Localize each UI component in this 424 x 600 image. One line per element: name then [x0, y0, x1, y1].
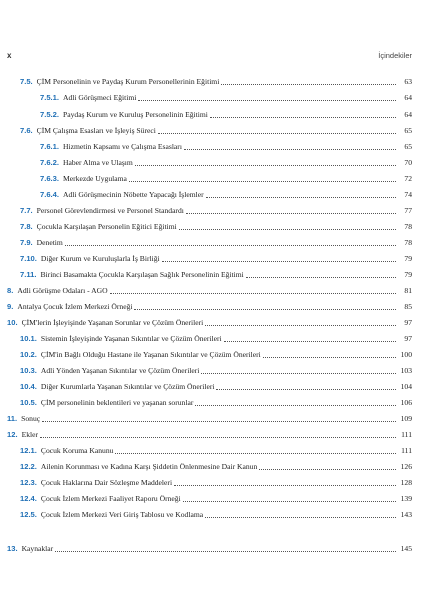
toc-entry-title: Adli Görüşmeci Eğitimi: [63, 93, 137, 102]
toc-entry[interactable]: [40, 174, 412, 184]
toc-entry[interactable]: [7, 286, 412, 296]
toc-entry[interactable]: [7, 544, 412, 554]
toc-entry[interactable]: [7, 318, 412, 328]
toc-entry-page: 103: [400, 366, 412, 375]
toc-entry-page: 64: [404, 110, 412, 119]
toc-entry-number: 8.: [7, 286, 14, 295]
toc-entry-number: 12.5.: [20, 510, 37, 519]
toc-entry-number: 12.2.: [20, 462, 37, 471]
toc-entry-page: 81: [404, 286, 412, 295]
toc-entry-page: 77: [404, 206, 412, 215]
toc-entry[interactable]: [20, 238, 412, 248]
toc-entry-page: 74: [404, 190, 412, 199]
dot-leader: [195, 405, 396, 406]
toc-entry-number: 12.3.: [20, 478, 37, 487]
toc-entry-number: 12.: [7, 430, 18, 439]
toc-entry[interactable]: [20, 494, 412, 504]
running-header-title: İçindekiler: [378, 51, 412, 60]
toc-entry-page: 63: [404, 77, 412, 86]
dot-leader: [221, 84, 396, 85]
toc-entry-title: Kaynaklar: [21, 544, 54, 553]
toc-entry-page: 100: [400, 350, 412, 359]
toc-entry-number: 7.8.: [20, 222, 33, 231]
toc-entry-title: Merkezde Uygulama: [63, 174, 127, 183]
toc-entry-number: 11.: [7, 414, 18, 423]
toc-entry-page: 64: [404, 93, 412, 102]
toc-entry-title: Birinci Basamakta Çocukla Karşılaşan Sağlık Personelinin Eğitimi: [40, 270, 244, 279]
toc-entry-number: 10.: [7, 318, 18, 327]
dot-leader: [174, 485, 396, 486]
toc-entry-title: Ekler: [21, 430, 39, 439]
toc-entry-title: Diğer Kurum ve Kuruluşlarla İş Birliği: [40, 254, 160, 263]
toc-entry-number: 12.1.: [20, 446, 37, 455]
toc-entry-title: Çocuk Koruma Kanunu: [40, 446, 114, 455]
dot-leader: [115, 453, 396, 454]
dot-leader: [206, 197, 396, 198]
toc-entry-title: Adli Görüşme Odaları - AGO: [17, 286, 108, 295]
toc-entry-title: Antalya Çocuk İzlem Merkezi Örneği: [17, 302, 133, 311]
toc-entry[interactable]: [40, 190, 412, 200]
dot-leader: [224, 341, 396, 342]
toc-entry-page: 72: [404, 174, 412, 183]
toc-entry-number: 10.4.: [20, 382, 37, 391]
toc-entry-title: Paydaş Kurum ve Kuruluş Personelinin Eğitimi: [63, 110, 208, 119]
toc-entry-page: 104: [400, 382, 412, 391]
dot-leader: [201, 373, 396, 374]
toc-entry-number: 10.2.: [20, 350, 37, 359]
toc-entry[interactable]: [20, 222, 412, 232]
toc-entry[interactable]: [20, 334, 412, 344]
page-number-roman: x: [7, 51, 12, 60]
toc-entry[interactable]: [20, 77, 412, 87]
dot-leader: [129, 181, 396, 182]
toc-entry[interactable]: [7, 414, 412, 424]
toc-entry-page: 85: [404, 302, 412, 311]
toc-entry-number: 12.4.: [20, 494, 37, 503]
toc-entry-title: Denetim: [36, 238, 63, 247]
toc-entry-number: 7.6.: [20, 126, 33, 135]
toc-entry-page: 78: [404, 222, 412, 231]
toc-entry-number: 7.6.3.: [40, 174, 59, 183]
toc-entry-number: 7.5.: [20, 77, 33, 86]
toc-entry-page: 97: [404, 318, 412, 327]
toc-entry[interactable]: [20, 398, 412, 408]
dot-leader: [216, 389, 396, 390]
toc-entry[interactable]: [20, 462, 412, 472]
dot-leader: [42, 421, 396, 422]
toc-entry-number: 7.11.: [20, 270, 37, 279]
toc-entry-title: ÇİM'lerin İşleyişinde Yaşanan Sorunlar ve Çözüm Önerileri: [21, 318, 204, 327]
dot-leader: [263, 357, 396, 358]
dot-leader: [55, 551, 396, 552]
toc-entry-title: Adli Görüşmecinin Nöbette Yapacağı İşlemler: [63, 190, 204, 199]
toc-entry-page: 65: [404, 142, 412, 151]
toc-entry[interactable]: [20, 382, 412, 392]
dot-leader: [65, 245, 396, 246]
toc-entry-page: 111: [401, 446, 412, 455]
dot-leader: [186, 213, 396, 214]
toc-entry[interactable]: [40, 142, 412, 152]
toc-entry-page: 65: [404, 126, 412, 135]
toc-entry[interactable]: [20, 478, 412, 488]
toc-entry-title: Hizmetin Kapsamı ve Çalışma Esasları: [63, 142, 182, 151]
toc-entry[interactable]: [20, 206, 412, 216]
toc-entry[interactable]: [7, 302, 412, 312]
toc-entry-page: 78: [404, 238, 412, 247]
toc-entry[interactable]: [20, 350, 412, 360]
dot-leader: [135, 165, 396, 166]
toc-entry-page: 70: [404, 158, 412, 167]
toc-entry-page: 128: [400, 478, 412, 487]
toc-entry[interactable]: [20, 254, 412, 264]
toc-entry-title: Çocuk Haklarına Dair Sözleşme Maddeleri: [40, 478, 173, 487]
toc-entry-number: 7.5.2.: [40, 110, 59, 119]
toc-entry[interactable]: [40, 110, 412, 120]
toc-entry-number: 10.3.: [20, 366, 37, 375]
toc-entry-title: Haber Alma ve Ulaşım: [63, 158, 133, 167]
dot-leader: [179, 229, 396, 230]
dot-leader: [205, 325, 396, 326]
dot-leader: [138, 100, 396, 101]
toc-entry-title: Diğer Kurumlarla Yaşanan Sıkıntılar ve Çözüm Önerileri: [40, 382, 215, 391]
toc-entry-title: Çocuk İzlem Merkezi Veri Giriş Tablosu ve Kodlama: [40, 510, 204, 519]
toc-entry-number: 7.5.1.: [40, 93, 59, 102]
toc-entry-title: ÇİM Personelinin ve Paydaş Kurum Personellerinin Eğitimi: [36, 77, 220, 86]
toc-entry-number: 7.6.2.: [40, 158, 59, 167]
toc-entry-title: Sonuç: [21, 414, 41, 423]
toc-entry-page: 97: [404, 334, 412, 343]
dot-leader: [110, 293, 396, 294]
toc-entry-number: 7.9.: [20, 238, 33, 247]
dot-leader: [259, 469, 396, 470]
toc-entry[interactable]: [20, 510, 412, 520]
toc-entry-number: 7.6.1.: [40, 142, 59, 151]
toc-entry[interactable]: [20, 270, 412, 280]
toc-entry-number: 10.1.: [20, 334, 37, 343]
toc-entry-page: 79: [404, 254, 412, 263]
dot-leader: [40, 437, 396, 438]
toc-entry-page: 111: [401, 430, 412, 439]
toc-entry-number: 7.6.4.: [40, 190, 59, 199]
toc-entry-title: ÇİM'in Bağlı Olduğu Hastane ile Yaşanan Sıkıntılar ve Çözüm Önerileri: [40, 350, 261, 359]
toc-entry-page: 126: [400, 462, 412, 471]
toc-entry[interactable]: [40, 93, 412, 103]
toc-entry-page: 79: [404, 270, 412, 279]
toc-entry[interactable]: [20, 366, 412, 376]
dot-leader: [205, 517, 396, 518]
toc-entry[interactable]: [20, 446, 412, 456]
dot-leader: [162, 261, 396, 262]
toc-entry-number: 7.10.: [20, 254, 37, 263]
dot-leader: [158, 133, 396, 134]
toc-entry-number: 13.: [7, 544, 18, 553]
toc-entry[interactable]: [7, 430, 412, 440]
toc-entry-title: Adli Yönden Yaşanan Sıkıntılar ve Çözüm Önerileri: [40, 366, 200, 375]
toc-entry-page: 106: [400, 398, 412, 407]
dot-leader: [184, 149, 396, 150]
dot-leader: [183, 501, 396, 502]
toc-entry-title: Çocuk İzlem Merkezi Faaliyet Raporu Örneği: [40, 494, 181, 503]
toc-entry-title: Sistemin İşleyişinde Yaşanan Sıkıntılar ve Çözüm Önerileri: [40, 334, 222, 343]
toc-entry-page: 145: [400, 544, 412, 553]
toc-entry-page: 139: [400, 494, 412, 503]
toc-entry-number: 7.7.: [20, 206, 33, 215]
toc-entry[interactable]: [20, 126, 412, 136]
toc-entry-title: Çocukla Karşılaşan Personelin Eğitici Eğitimi: [36, 222, 177, 231]
toc-entry[interactable]: [40, 158, 412, 168]
dot-leader: [210, 117, 396, 118]
toc-entry-title: Personel Görevlendirmesi ve Personel Standardı: [36, 206, 184, 215]
toc-entry-number: 9.: [7, 302, 14, 311]
toc-entry-title: ÇİM personelinin beklentileri ve yaşanan sorunlar: [40, 398, 194, 407]
dot-leader: [134, 309, 396, 310]
toc-entry-number: 10.5.: [20, 398, 37, 407]
toc-entry-title: Ailenin Korunması ve Kadına Karşı Şiddetin Önlenmesine Dair Kanun: [40, 462, 258, 471]
dot-leader: [246, 277, 396, 278]
toc-entry-page: 143: [400, 510, 412, 519]
toc-entry-title: ÇİM Çalışma Esasları ve İşleyiş Süreci: [36, 126, 156, 135]
toc-entry-page: 109: [400, 414, 412, 423]
